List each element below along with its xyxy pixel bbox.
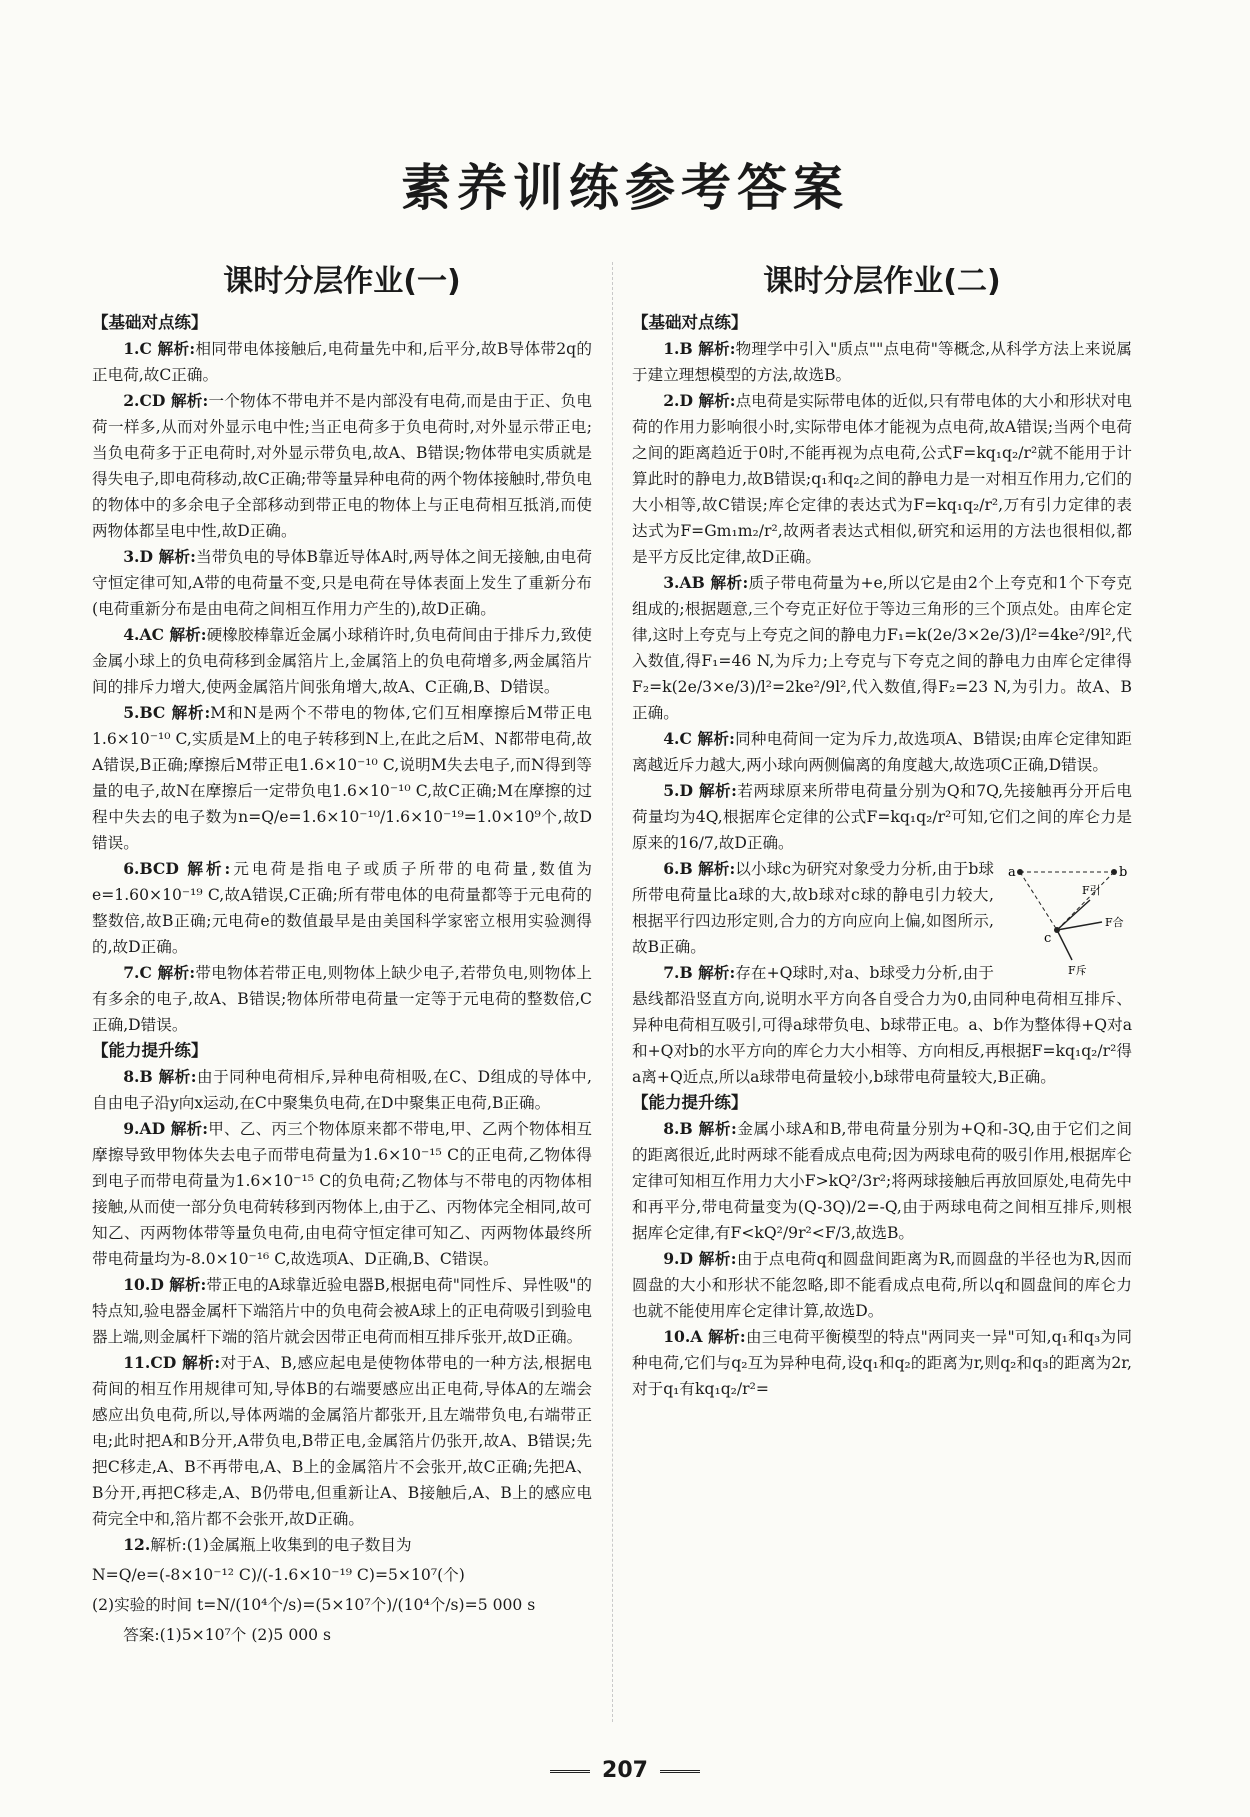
answer-item-number: 5.D bbox=[663, 781, 693, 800]
right-basic-list bbox=[632, 336, 1132, 1090]
answer-item-tag: 解析: bbox=[692, 859, 736, 878]
page-footer bbox=[0, 1758, 1250, 1783]
answer-item-tag: 解析: bbox=[692, 1119, 737, 1138]
page-title: 素养训练参考答案 bbox=[401, 159, 849, 217]
footer-rule-right bbox=[660, 1770, 700, 1773]
answer-item-tag: 解析: bbox=[178, 859, 231, 878]
item-12-answer: 答案:(1)5×10⁷个 (2)5 000 s bbox=[123, 1626, 332, 1644]
right-section-basic: 【基础对点练】 bbox=[632, 313, 748, 332]
answer-item-tag: 解析: bbox=[165, 703, 211, 722]
answer-item-number: 5.BC bbox=[123, 703, 166, 722]
answer-item-text: 当带负电的导体B靠近导体A时,两导体之间无接触,由电荷守恒定律可知,A带的电荷量不变,只是电荷在导体表面上发生了重新分布(电荷重新分布是由电荷之间相互作用力产生的),故D正确。 bbox=[92, 548, 592, 618]
answer-item bbox=[92, 544, 592, 622]
answer-item bbox=[92, 1272, 592, 1350]
answer-item bbox=[92, 336, 592, 388]
answer-item-number: 7.C bbox=[123, 963, 152, 982]
answer-item bbox=[632, 1246, 1132, 1324]
force-diagram bbox=[1002, 860, 1132, 980]
answer-item-text: 质子带电荷量为+e,所以它是由2个上夸克和1个下夸克组成的;根据题意,三个夸克正好位于等边三角形的三个顶点处。由库仑定律,这时上夸克与上夸克之间的静电力F₁=k(2e/3×2e/3)/l²=4ke²/9l²,代入数值,得F₁=46 N,为斥力;上夸克与下夸克之间的静电力由库仑定律得F₂=k(2e/3×e/3)/l²=2ke²/9l²,代入数值,得F₂=23 N,为引力。故A、B正确。 bbox=[632, 574, 1133, 722]
answer-item bbox=[632, 336, 1132, 388]
item-12-number: 12. bbox=[123, 1535, 151, 1554]
answer-item-text: 若两球原来所带电荷量分别为Q和7Q,先接触再分开后电荷量均为4Q,根据库仑定律的公式F=kq₁q₂/r²可知,它们之间的库仑力是原来的16/7,故D正确。 bbox=[632, 782, 1133, 852]
answer-item-number: 1.B bbox=[663, 339, 693, 358]
diagram-label-f-attraction: F引 bbox=[1082, 884, 1101, 897]
answer-item-number: 4.C bbox=[663, 729, 692, 748]
left-column-title: 课时分层作业(一) bbox=[223, 264, 461, 299]
answer-item-text: 金属小球A和B,带电荷量分别为+Q和-3Q,由于它们之间的距离很近,此时两球不能看成点电荷;因为两球电荷的吸引作用,根据库仑定律可知相互作用力大小F>kQ²/3r²;将两球接触后再放回原处,电荷先中和再平分,带电荷量变为(Q-3Q)/2=-Q,由于两球电荷之间相互排斥,则根据库仑定律,有F<kQ²/9r²<F/3,故选B。 bbox=[632, 1120, 1132, 1242]
right-section-advanced: 【能力提升练】 bbox=[632, 1093, 748, 1112]
answer-item-tag: 解析: bbox=[693, 781, 737, 800]
answer-item-text: 由于同种电荷相斥,异种电荷相吸,在C、D组成的导体中,自由电子沿y向x运动,在C中聚集负电荷,在D中聚集正电荷,B正确。 bbox=[92, 1068, 593, 1112]
answer-item-number: 9.D bbox=[663, 1249, 693, 1268]
answer-item bbox=[632, 388, 1132, 570]
left-advanced-list bbox=[92, 1064, 592, 1532]
answer-item-number: 3.AB bbox=[663, 573, 705, 592]
item-12-formula-2: (2)实验的时间 t=N/(10⁴个/s)=(5×10⁷个)/(10⁴个/s)=5 000 s bbox=[92, 1596, 536, 1614]
answer-item-number: 8.B bbox=[663, 1119, 693, 1138]
answer-item-tag: 解析: bbox=[165, 391, 209, 410]
right-column-title: 课时分层作业(二) bbox=[763, 264, 1001, 299]
answer-item-text: M和N是两个不带电的物体,它们互相摩擦后M带正电1.6×10⁻¹⁰ C,实质是M上的电子转移到N上,在此之后M、N都带电荷,故A错误,B正确;摩擦后M带正电1.6×10⁻¹⁰ C,说明M失去电子,而N得到等量的电子,故N在摩擦后一定带负电1.6×10⁻¹⁰ C,故C正确;M在摩擦的过程中失去的电子数为n=Q/e=1.6×10⁻¹⁰/1.6×10⁻¹⁹=1.0×10⁹个,故D错误。 bbox=[92, 704, 592, 852]
diagram-label-a: a bbox=[1008, 865, 1016, 880]
left-basic-list bbox=[92, 336, 592, 1038]
answer-item-number: 8.B bbox=[123, 1067, 153, 1086]
diagram-line-ac bbox=[1020, 872, 1057, 930]
answer-item-tag: 解析: bbox=[693, 1249, 737, 1268]
answer-item bbox=[92, 856, 592, 960]
answer-item-text: 甲、乙、丙三个物体原来都不带电,甲、乙两个物体相互摩擦导致甲物体失去电子而带电荷量为1.6×10⁻¹⁵ C的正电荷,乙物体得到电子而带电荷量为1.6×10⁻¹⁵ C的负电荷;乙物体与不带电的丙物体相接触,从而使一部分负电荷转移到丙物体上,由于乙、丙物体完全相同,故可知乙、丙两物体带等量负电荷,由电荷守恒定律可知乙、丙两物体最终所带电荷量均为-8.0×10⁻¹⁶ C,故选项A、D正确,B、C错误。 bbox=[92, 1120, 592, 1268]
answer-item bbox=[92, 622, 592, 700]
answer-item-tag: 解析: bbox=[153, 547, 196, 566]
answer-item-tag: 解析: bbox=[692, 339, 736, 358]
answer-item-text: 由三电荷平衡模型的特点"两同夹一异"可知,q₁和q₃为同种电荷,它们与q₂互为异种电荷,设q₁和q₂的距离为r,则q₂和q₃的距离为2r,对于q₁有kq₁q₂/r²= bbox=[632, 1328, 1132, 1398]
left-column bbox=[92, 262, 592, 1648]
answer-item-tag: 解析: bbox=[163, 1275, 207, 1294]
answer-item bbox=[92, 960, 592, 1038]
answer-item-number: 4.AC bbox=[123, 625, 164, 644]
item-12 bbox=[92, 1532, 592, 1558]
answer-item-number: 9.AD bbox=[123, 1119, 166, 1138]
answer-item-number: 6.BCD bbox=[123, 859, 179, 878]
right-column bbox=[632, 262, 1132, 1402]
answer-item bbox=[92, 700, 592, 856]
answer-item bbox=[632, 726, 1132, 778]
answer-item-text: 存在+Q球时,对a、b球受力分析,由于悬线都沿竖直方向,说明水平方向各自受合力为0,由同种电荷相互排斥、异种电荷相互吸引,可得a球带负电、b球带正电。a、b作为整体得+Q对a和+Q对b的水平方向的库仑力大小相等、方向相反,再根据F=kq₁q₂/r²得a离+Q近点,所以a球带电荷量较小,b球带电荷量较大,B正确。 bbox=[632, 964, 1132, 1086]
diagram-force-repulsion bbox=[1057, 930, 1072, 960]
answer-item-text: 同种电荷间一定为斥力,故选项A、B错误;由库仑定律知距离越近斥力越大,两小球向两侧偏离的角度越大,故选项C正确,D错误。 bbox=[632, 730, 1133, 774]
answer-item-number: 10.D bbox=[123, 1275, 164, 1294]
answer-item-tag: 解析: bbox=[704, 573, 749, 592]
answer-item-number: 7.B bbox=[663, 963, 693, 982]
answer-item-text: 点电荷是实际带电体的近似,只有带电体的大小和形状对电荷的作用力影响很小时,实际带电体才能视为点电荷,故A错误;当两个电荷之间的距离趋近于0时,不能再视为点电荷,公式F=kq₁q₂/r²就不能用于计算此时的静电力,故B错误;q₁和q₂之间的静电力是一对相互作用力,它们的大小相等,故C错误;库仑定律的表达式为F=kq₁q₂/r²,万有引力定律的表达式为F=Gm₁m₂/r²,故两者表达式相似,研究和运用的方法也很相似,都是平方反比定律,故D正确。 bbox=[632, 392, 1132, 566]
left-section-basic: 【基础对点练】 bbox=[92, 313, 208, 332]
column-divider bbox=[612, 262, 613, 1722]
answer-item-number: 2.CD bbox=[123, 391, 166, 410]
answer-item-tag: 解析: bbox=[692, 963, 736, 982]
answer-item-tag: 解析: bbox=[693, 391, 736, 410]
answer-item-text: 以小球c为研究对象受力分析,由于b球所带电荷量比a球的大,故b球对c球的静电引力较大,根据平行四边形定则,合力的方向应向上偏,如图所示,故B正确。 bbox=[632, 860, 994, 956]
answer-item-number: 10.A bbox=[663, 1327, 703, 1346]
diagram-point-b bbox=[1111, 869, 1117, 875]
diagram-point-c bbox=[1054, 927, 1060, 933]
item-12-intro: 解析:(1)金属瓶上收集到的电子数目为 bbox=[150, 1536, 412, 1554]
answer-item-number: 1.C bbox=[123, 339, 152, 358]
answer-item bbox=[632, 1324, 1132, 1402]
answer-item bbox=[92, 1116, 592, 1272]
answer-item-text: 带正电的A球靠近验电器B,根据电荷"同性斥、异性吸"的特点知,验电器金属杆下端箔片中的负电荷会被A球上的正电荷吸引到验电器上端,则金属杆下端的箔片就会因带正电荷而相互排斥张开,故D正确。 bbox=[92, 1276, 592, 1346]
answer-item-text: 带电物体若带正电,则物体上缺少电子,若带负电,则物体上有多余的电子,故A、B错误;物体所带电荷量一定等于元电荷的整数倍,C正确,D错误。 bbox=[92, 964, 592, 1034]
diagram-label-b: b bbox=[1119, 865, 1128, 880]
answer-item-text: 由于点电荷q和圆盘间距离为R,而圆盘的半径也为R,因而圆盘的大小和形状不能忽略,即不能看成点电荷,所以q和圆盘间的库仑力也就不能使用库仑定律计算,故选D。 bbox=[632, 1250, 1132, 1320]
answer-item-tag: 解析: bbox=[165, 1119, 209, 1138]
footer-rule-left bbox=[550, 1770, 590, 1773]
answer-item-tag: 解析: bbox=[151, 963, 196, 982]
answer-item bbox=[92, 1350, 592, 1532]
diagram-label-c: c bbox=[1044, 931, 1052, 946]
answer-item-tag: 解析: bbox=[691, 729, 735, 748]
answer-item-tag: 解析: bbox=[702, 1327, 746, 1346]
diagram-label-f-repulsion: F斥 bbox=[1068, 964, 1087, 977]
right-advanced-list bbox=[632, 1116, 1132, 1402]
answer-item-text: 对于A、B,感应起电是使物体带电的一种方法,根据电荷间的相互作用规律可知,导体B的右端要感应出正电荷,导体A的左端会感应出负电荷,所以,导体两端的金属箔片都张开,且左端带负电,右端带正电;此时把A和B分开,A带负电,B带正电,金属箔片仍张开,故A、B错误;先把C移走,A、B不再带电,A、B上的金属箔片不会张开,故C正确;先把A、B分开,再把C移走,A、B仍带电,但重新让A、B接触后,A、B上的感应电荷完全中和,箔片都不会张开,故D正确。 bbox=[92, 1354, 593, 1528]
answer-item-text: 硬橡胶棒靠近金属小球稍许时,负电荷间由于排斥力,致使金属小球上的负电荷移到金属箔片上,金属箔上的负电荷增多,两金属箔片间的排斥力增大,使两金属箔片间张角增大,故A、C正确,B、D错误。 bbox=[92, 626, 592, 696]
answer-item-text: 相同带电体接触后,电荷量先中和,后平分,故B导体带2q的正电荷,故C正确。 bbox=[92, 340, 592, 384]
answer-item-tag: 解析: bbox=[151, 339, 196, 358]
answer-item-number: 2.D bbox=[663, 391, 693, 410]
answer-item bbox=[632, 1116, 1132, 1246]
answer-item-tag: 解析: bbox=[163, 625, 207, 644]
answer-item-tag: 解析: bbox=[152, 1067, 197, 1086]
left-section-advanced: 【能力提升练】 bbox=[92, 1041, 208, 1060]
answer-item-text: 元电荷是指电子或质子所带的电荷量,数值为e=1.60×10⁻¹⁹ C,故A错误,C正确;所有带电体的电荷量都等于元电荷的整数倍,故B正确;元电荷e的数值最早是由美国科学家密立根用实验测得的,故D正确。 bbox=[92, 860, 593, 956]
item-12-formula-1: N=Q/e=(-8×10⁻¹² C)/(-1.6×10⁻¹⁹ C)=5×10⁷(个) bbox=[92, 1566, 465, 1584]
answer-item-tag: 解析: bbox=[176, 1353, 221, 1372]
answer-item-number: 3.D bbox=[123, 547, 153, 566]
diagram-point-a bbox=[1017, 869, 1023, 875]
answer-item-number: 11.CD bbox=[123, 1353, 177, 1372]
answer-item-text: 物理学中引入"质点""点电荷"等概念,从科学方法上来说属于建立理想模型的方法,故选B。 bbox=[632, 340, 1132, 384]
answer-item bbox=[632, 778, 1132, 856]
answer-item bbox=[92, 388, 592, 544]
page-number: 207 bbox=[602, 1758, 648, 1783]
diagram-label-f-net: F合 bbox=[1105, 916, 1124, 929]
answer-item-number: 6.B bbox=[663, 859, 693, 878]
answer-item bbox=[92, 1064, 592, 1116]
answer-item-text: 一个物体不带电并不是内部没有电荷,而是由于正、负电荷一样多,从而对外显示电中性;当正电荷多于负电荷时,对外显示带正电;当负电荷多于正电荷时,对外显示带负电,故A、B错误;物体带电实质就是得失电子,即电荷移动,故C正确;带等量异种电荷的两个物体接触时,带负电的物体中的多余电子全部移动到带正电的物体上与正电荷相互抵消,而使两物体都呈电中性,故D正确。 bbox=[92, 392, 592, 540]
answer-item bbox=[632, 570, 1132, 726]
